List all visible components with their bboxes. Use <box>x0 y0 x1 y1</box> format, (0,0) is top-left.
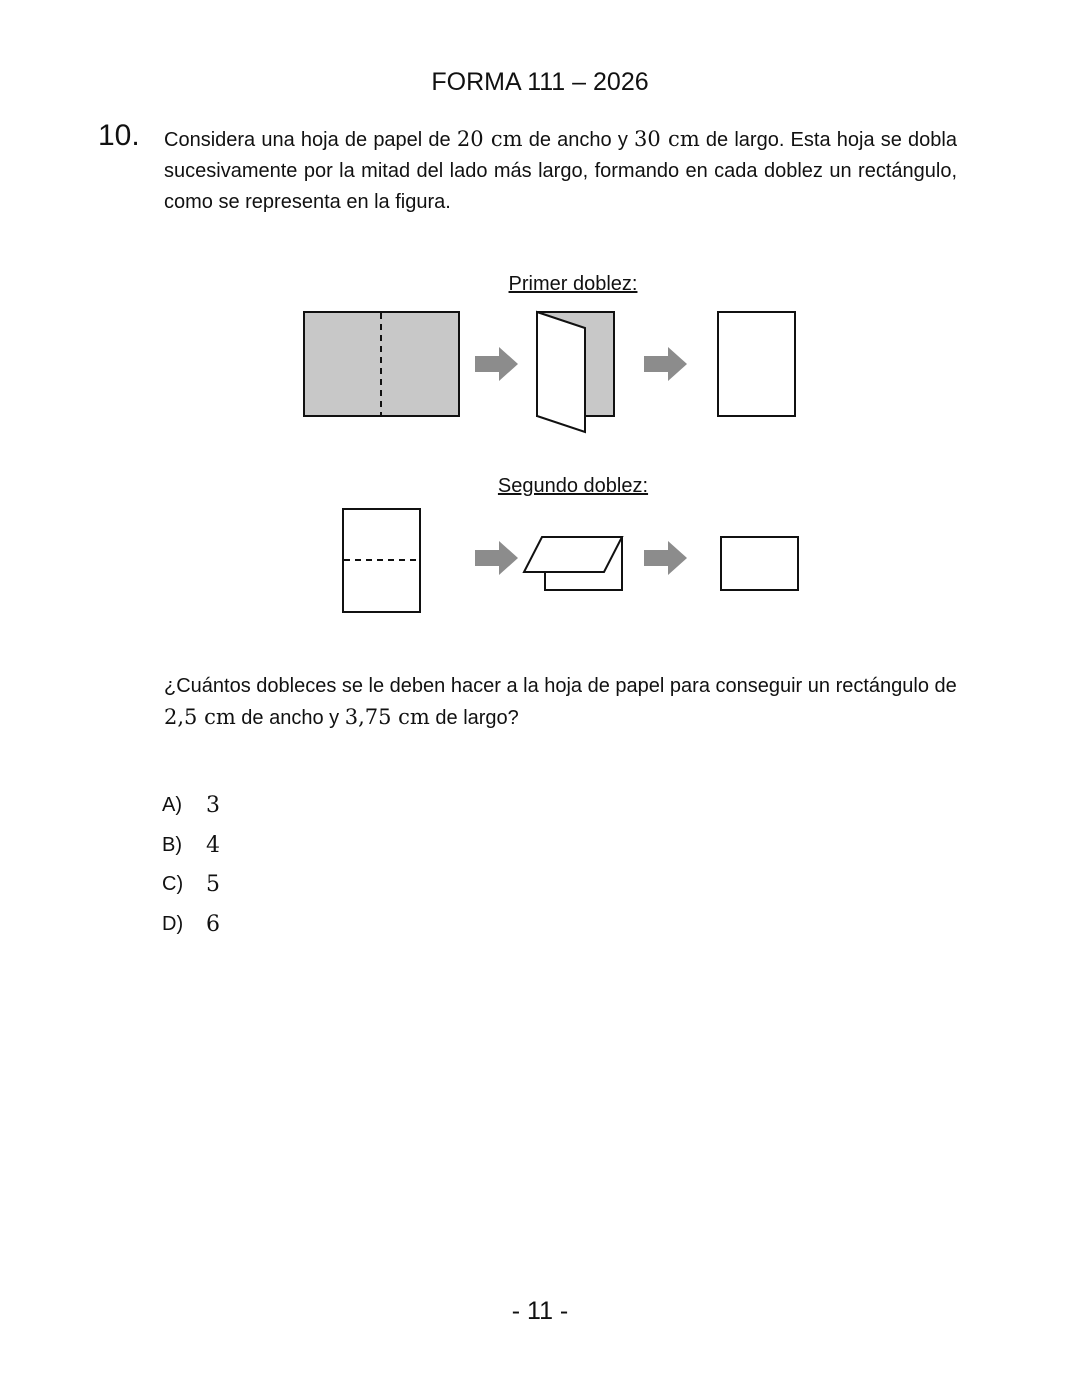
arrow-icon <box>644 347 687 381</box>
sheet-folded-once <box>718 312 795 416</box>
math-length: 30 cm <box>634 127 700 151</box>
second-fold-label: Segundo doblez: <box>497 475 649 497</box>
option-b[interactable] <box>162 826 220 866</box>
option-value: 4 <box>206 832 220 858</box>
sheet-folding <box>537 312 614 432</box>
option-a[interactable] <box>162 786 220 826</box>
option-value: 3 <box>206 793 220 819</box>
answer-options <box>162 786 220 944</box>
sheet-unfolded <box>304 312 459 416</box>
question-statement: Considera una hoja de papel de 20 cm de ancho y 30 cm de largo. Esta hoja se dobla sucesivamente por la mitad del lado más largo, formando en cada doblez un rectángulo, como se representa en la figura. <box>164 127 957 213</box>
first-fold-label: Primer doblez: <box>508 273 638 295</box>
option-letter: B) <box>162 833 182 856</box>
option-c[interactable] <box>162 865 220 905</box>
math-target-width: 2,5 cm <box>164 705 236 729</box>
half-sheet-folding <box>524 537 622 590</box>
arrow-icon <box>475 347 518 381</box>
option-value: 6 <box>206 911 220 937</box>
option-letter: D) <box>162 912 184 935</box>
option-d[interactable] <box>162 905 220 945</box>
sheet-folded-twice <box>721 537 798 590</box>
page-header: FORMA 111 – 2026 <box>431 68 649 96</box>
question-prompt: ¿Cuántos dobleces se le deben hacer a la hoja de papel para conseguir un rectángulo de 2,5 cm de ancho y 3,75 cm de largo? <box>164 675 957 729</box>
half-sheet-unfolded <box>343 509 420 612</box>
option-letter: A) <box>162 794 182 817</box>
math-target-length: 3,75 cm <box>344 705 430 729</box>
option-letter: C) <box>162 873 184 896</box>
page-number: - 11 - <box>511 1297 569 1325</box>
option-value: 5 <box>206 872 220 898</box>
question-number: 10. <box>98 119 140 152</box>
math-width: 20 cm <box>456 127 523 151</box>
arrow-icon <box>475 541 518 575</box>
folding-figure <box>0 0 1080 640</box>
arrow-icon <box>644 541 687 575</box>
